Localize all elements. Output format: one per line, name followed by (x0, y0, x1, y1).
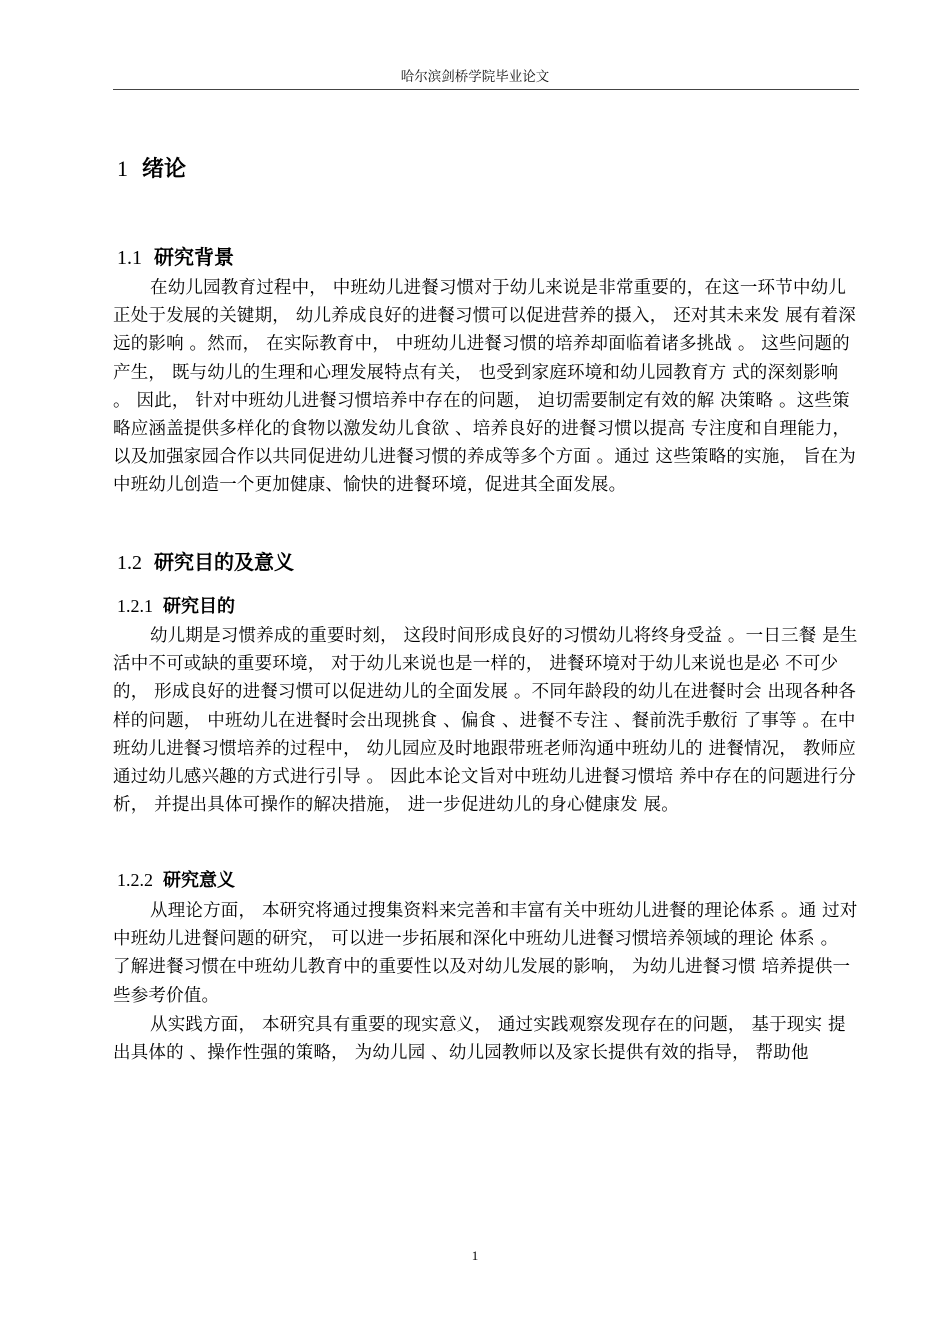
chapter-heading (117, 152, 186, 183)
section-number: 1.2 (117, 552, 142, 574)
paragraph-background: 在幼儿园教育过程中， 中班幼儿进餐习惯对于幼儿来说是非常重要的，在这一环节中幼儿正处于发展的关键期， 幼儿养成良好的进餐习惯可以促进营养的摄入， 还对其未来发 展有着深远的影响 。然而， 在实际教育中， 中班幼儿进餐习惯的培养却面临着诸多挑战 。 这些问题的产生， 既与幼儿的生理和心理发展特点有关， 也受到家庭环境和幼儿园教育方 式的深刻影响 。 因此， 针对中班幼儿进餐习惯培养中存在的问题， 迫切需要制定有效的解 决策略 。这些策略应涵盖提供多样化的食物以激发幼儿食欲 、培养良好的进餐习惯以提高 专注度和自理能力， 以及加强家园合作以共同促进幼儿进餐习惯的养成等多个方面 。通过 这些策略的实施， 旨在为中班幼儿创造一个更加健康、愉快的进餐环境，促进其全面发展。 (113, 278, 856, 496)
chapter-title: 绪论 (142, 157, 187, 182)
subsection-title: 研究目的 (163, 596, 235, 617)
page-header-title: 哈尔滨剑桥学院毕业论文 (400, 69, 550, 85)
section-heading-background (117, 241, 234, 270)
subsection-number: 1.2.1 (117, 596, 153, 616)
subsection-title: 研究意义 (163, 870, 235, 891)
paragraph-significance-theory: 从理论方面， 本研究将通过搜集资料来完善和丰富有关中班幼儿进餐的理论体系 。通 过对中班幼儿进餐问题的研究， 可以进一步拓展和深化中班幼儿进餐习惯培养领域的理论 体系 。 了解进餐习惯在中班幼儿教育中的重要性以及对幼儿发展的影响， 为幼儿进餐习惯 培养提供一些参考价值。 (113, 901, 858, 1006)
section-heading-purpose-significance (117, 546, 294, 575)
section-title: 研究背景 (154, 245, 234, 269)
subsection-number: 1.2.2 (117, 870, 153, 890)
subsection-heading-purpose (117, 592, 235, 618)
chapter-number: 1 (117, 156, 128, 181)
paragraph-significance-practice: 从实践方面， 本研究具有重要的现实意义， 通过实践观察发现存在的问题， 基于现实 提出具体的 、操作性强的策略， 为幼儿园 、幼儿园教师以及家长提供有效的指导， 帮助他 (113, 1015, 846, 1064)
header-divider (113, 89, 859, 90)
section-number: 1.1 (117, 247, 142, 269)
section-title: 研究目的及意义 (154, 550, 294, 574)
subsection-heading-significance (117, 866, 235, 892)
paragraph-purpose: 幼儿期是习惯养成的重要时刻， 这段时间形成良好的习惯幼儿将终身受益 。一日三餐 是生活中不可或缺的重要环境， 对于幼儿来说也是一样的， 进餐环境对于幼儿来说也是必 不可少的， 形成良好的进餐习惯可以促进幼儿的全面发展 。不同年龄段的幼儿在进餐时会 出现各种各样的问题， 中班幼儿在进餐时会出现挑食 、偏食 、进餐不专注 、餐前洗手敷衍 了事等 。在中班幼儿进餐习惯培养的过程中， 幼儿园应及时地跟带班老师沟通中班幼儿的 进餐情况， 教师应通过幼儿感兴趣的方式进行引导 。 因此本论文旨对中班幼儿进餐习惯培 养中存在的问题进行分析， 并提出具体可操作的解决措施， 进一步促进幼儿的身心健康发 展。 (113, 626, 858, 816)
page-number: 1 (471, 1248, 479, 1263)
